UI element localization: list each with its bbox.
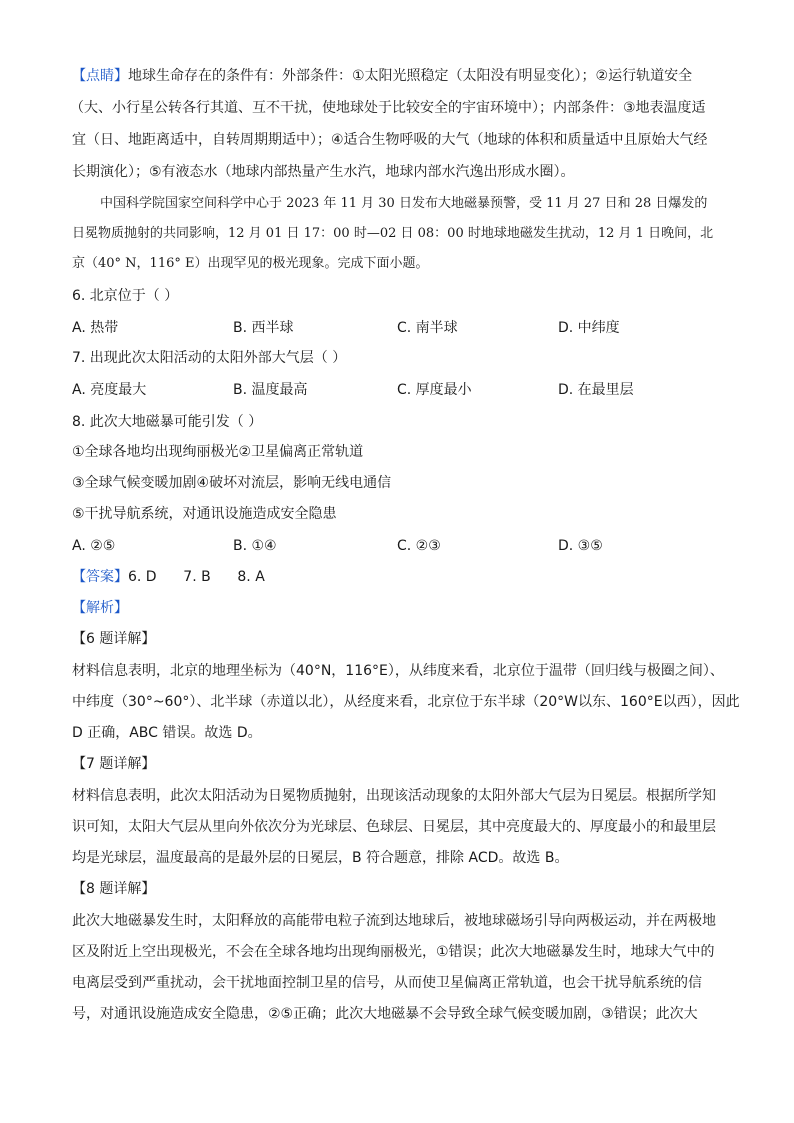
question-8-stem: 8. 此次大地磁暴可能引发（ ） bbox=[72, 414, 263, 430]
tip-line-3: 宜（日、地距离适中，自转周期期适中）；④适合生物呼吸的大气（地球的体积和质量适中且原始大气经 bbox=[72, 132, 708, 148]
question-6-stem: 6. 北京位于（ ） bbox=[72, 288, 179, 304]
q8-option-b: B. ①④ bbox=[233, 538, 277, 554]
q7-option-c: C. 厚度最小 bbox=[397, 382, 472, 398]
answer-label: 【答案】 bbox=[72, 569, 128, 585]
q6-option-d: D. 中纬度 bbox=[558, 320, 620, 336]
detail-6-line-1: 材料信息表明，北京的地理坐标为（40°N，116°E），从纬度来看，北京位于温带（回归线与极圈之间）、 bbox=[72, 663, 724, 679]
material-line-1: 中国科学院国家空间科学中心于 2023 年 11 月 30 日发布大地磁暴预警，受 11 月 27 日和 28 日爆发的 bbox=[100, 196, 708, 211]
detail-8-line-1: 此次大地磁暴发生时，太阳释放的高能带电粒子流到达地球后，被地球磁场引导向两极运动，并在两极地 bbox=[72, 913, 716, 929]
detail-6-heading: 【6 题详解】 bbox=[72, 631, 156, 647]
q8-statement-2: ③全球气候变暖加剧④破坏对流层，影响无线电通信 bbox=[72, 475, 392, 491]
question-7-stem: 7. 出现此次太阳活动的太阳外部大气层（ ） bbox=[72, 350, 347, 366]
detail-8-line-2: 区及附近上空出现极光，不会在全球各地均出现绚丽极光，①错误；此次大地磁暴发生时，地球大气中的 bbox=[72, 944, 715, 960]
tip-line-4: 长期演化）；⑤有液态水（地球内部热量产生水汽，地球内部水汽逸出形成水圈）。 bbox=[72, 164, 575, 180]
answer-line bbox=[72, 567, 265, 587]
material-line-3: 京（40° N，116° E）出现罕见的极光现象。完成下面小题。 bbox=[72, 256, 429, 271]
detail-7-line-3: 均是光球层，温度最高的是最外层的日冕层，B 符合题意，排除 ACD。故选 B。 bbox=[72, 850, 569, 866]
tip-line-1 bbox=[72, 66, 692, 86]
answer-text: 6. D 7. B 8. A bbox=[128, 569, 265, 585]
q6-option-c: C. 南半球 bbox=[397, 320, 458, 336]
detail-7-heading: 【7 题详解】 bbox=[72, 756, 156, 772]
q8-option-a: A. ②⑤ bbox=[72, 538, 116, 554]
tip-line-2: （大、小行星公转各行其道、互不干扰，使地球处于比较安全的宇宙环境中）；内部条件：③地表温度适 bbox=[70, 100, 706, 116]
detail-6-line-3: D 正确，ABC 错误。故选 D。 bbox=[72, 725, 262, 741]
q8-statement-1: ①全球各地均出现绚丽极光②卫星偏离正常轨道 bbox=[72, 444, 364, 460]
q8-statement-3: ⑤干扰导航系统，对通讯设施造成安全隐患 bbox=[72, 506, 337, 522]
tip-label: 【点睛】 bbox=[72, 68, 128, 84]
analysis-label: 【解析】 bbox=[72, 600, 128, 616]
q8-option-d: D. ③⑤ bbox=[558, 538, 603, 554]
q7-option-b: B. 温度最高 bbox=[233, 382, 308, 398]
detail-8-line-3: 电离层受到严重扰动，会干扰地面控制卫星的信号，从而使卫星偏离正常轨道，也会干扰导航系统的信 bbox=[72, 975, 702, 991]
detail-6-line-2: 中纬度（30°~60°）、北半球（赤道以北），从经度来看，北京位于东半球（20°W以东、160°E以西），因此 bbox=[72, 694, 740, 710]
q7-option-a: A. 亮度最大 bbox=[72, 382, 147, 398]
detail-7-line-1: 材料信息表明，此次太阳活动为日冕物质抛射，出现该活动现象的太阳外部大气层为日冕层。根据所学知 bbox=[72, 788, 716, 804]
q8-option-c: C. ②③ bbox=[397, 538, 441, 554]
q6-option-a: A. 热带 bbox=[72, 320, 119, 336]
q6-option-b: B. 西半球 bbox=[233, 320, 294, 336]
detail-8-line-4: 号，对通讯设施造成安全隐患，②⑤正确；此次大地磁暴不会导致全球气候变暖加剧，③错误；此次大 bbox=[72, 1006, 698, 1022]
detail-8-heading: 【8 题详解】 bbox=[72, 881, 156, 897]
q7-option-d: D. 在最里层 bbox=[558, 382, 634, 398]
material-line-2: 日冕物质抛射的共同影响，12 月 01 日 17：00 时—02 日 08：00 时地球地磁发生扰动，12 月 1 日晚间，北 bbox=[72, 226, 714, 241]
detail-7-line-2: 识可知，太阳大气层从里向外依次分为光球层、色球层、日冕层，其中亮度最大的、厚度最小的和最里层 bbox=[72, 819, 716, 835]
tip-text: 地球生命存在的条件有：外部条件：①太阳光照稳定（太阳没有明显变化）；②运行轨道安全 bbox=[128, 68, 693, 84]
